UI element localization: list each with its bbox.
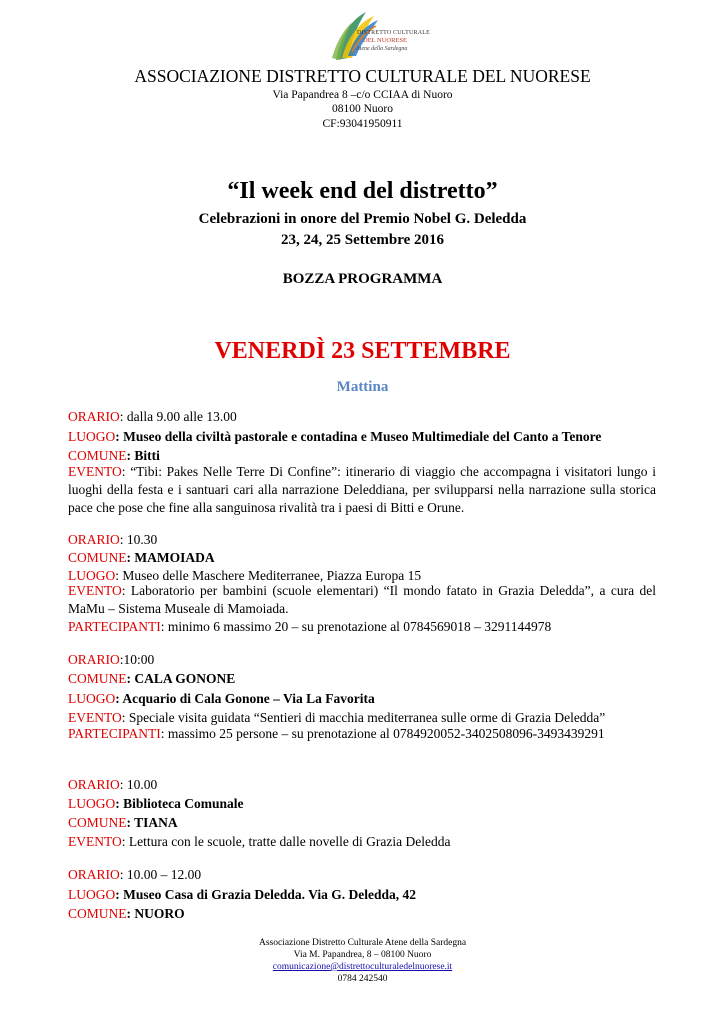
event-label: EVENTO bbox=[68, 710, 122, 725]
time-label: ORARIO bbox=[68, 777, 120, 792]
event-2-time bbox=[68, 532, 157, 548]
town-value: : Bitti bbox=[126, 448, 160, 463]
tax-code: CF:93041950911 bbox=[322, 118, 403, 130]
event-4-description bbox=[68, 834, 450, 850]
organization-name: ASSOCIAZIONE DISTRETTO CULTURALE DEL NUORESE bbox=[134, 66, 591, 86]
footer-email-line bbox=[0, 962, 725, 974]
town-label: COMUNE bbox=[68, 815, 127, 830]
event-3-town bbox=[68, 671, 235, 687]
event-dates: 23, 24, 25 Settembre 2016 bbox=[280, 232, 445, 248]
event-value: : Laboratorio per bambini (scuole elementari) “Il mondo fatato in Grazia Deledda”, a cura del MaMu – Sistema Museale di Mamoiada. bbox=[68, 583, 656, 616]
event-3-participants bbox=[68, 726, 605, 742]
document-title: “Il week end del distretto” bbox=[227, 178, 498, 204]
place-label: LUOGO bbox=[68, 887, 116, 902]
time-label: ORARIO bbox=[68, 652, 120, 667]
place-label: LUOGO bbox=[68, 568, 116, 583]
event-value: : Lettura con le scuole, tratte dalle novelle di Grazia Deledda bbox=[121, 834, 451, 849]
time-label: ORARIO bbox=[68, 532, 120, 547]
event-4-place bbox=[68, 796, 244, 812]
place-label: LUOGO bbox=[68, 796, 116, 811]
distretto-logo-icon bbox=[322, 8, 422, 64]
place-label: LUOGO bbox=[68, 691, 116, 706]
day-heading: VENERDÌ 23 SETTEMBRE bbox=[214, 338, 511, 364]
event-1-time bbox=[68, 409, 237, 425]
place-value: : Biblioteca Comunale bbox=[115, 796, 244, 811]
time-value: : 10.30 bbox=[119, 532, 158, 547]
event-4-town bbox=[68, 815, 178, 831]
draft-label: BOZZA PROGRAMMA bbox=[282, 271, 443, 287]
time-label: ORARIO bbox=[68, 867, 120, 882]
town-label: COMUNE bbox=[68, 448, 127, 463]
logo-text-line3: Atene della Sardegna bbox=[356, 46, 408, 52]
town-label: COMUNE bbox=[68, 550, 127, 565]
event-1-description bbox=[68, 463, 656, 517]
logo-text-line2: DEL NUORESE bbox=[363, 37, 407, 44]
event-5-town bbox=[68, 906, 185, 922]
event-3-time bbox=[68, 652, 154, 668]
document-subtitle: Celebrazioni in onore del Premio Nobel G. Deledda bbox=[198, 211, 527, 227]
event-value: : “Tibi: Pakes Nelle Terre Di Confine”: itinerario di viaggio che accompagna i visitatori lungo i luoghi della festa e i santuari cari alla narrazione Deleddiana, per svilupparsi nella narrazione sulla storica pace che pose che fine alla sanguinosa rivalità tra i paesi di Bitti e Orune. bbox=[68, 464, 656, 515]
event-value: : Speciale visita guidata “Sentieri di macchia mediterranea sulle orme di Grazia Deledda” bbox=[121, 710, 606, 725]
footer-email-link[interactable]: comunicazione@distrettoculturaledelnuorese.it bbox=[272, 962, 453, 972]
place-value: : Museo Casa di Grazia Deledda. Via G. Deledda, 42 bbox=[115, 887, 416, 902]
time-label: ORARIO bbox=[68, 409, 120, 424]
place-value: : Museo delle Maschere Mediterranee, Piazza Europa 15 bbox=[115, 568, 422, 583]
event-1-place bbox=[68, 429, 601, 445]
town-label: COMUNE bbox=[68, 906, 127, 921]
period-heading: Mattina bbox=[336, 379, 389, 395]
footer-org: Associazione Distretto Culturale Atene della Sardegna bbox=[258, 938, 467, 948]
event-label: EVENTO bbox=[68, 834, 122, 849]
logo-text-line1: DISTRETTO CULTURALE bbox=[357, 30, 430, 36]
participants-label: PARTECIPANTI bbox=[68, 619, 161, 634]
event-label: EVENTO bbox=[68, 464, 122, 479]
event-2-participants bbox=[68, 619, 551, 635]
town-value: : TIANA bbox=[126, 815, 178, 830]
time-value: : 10.00 – 12.00 bbox=[119, 867, 202, 882]
event-3-description bbox=[68, 710, 605, 726]
event-3-place bbox=[68, 691, 375, 707]
event-5-time bbox=[68, 867, 201, 883]
event-2-description bbox=[68, 582, 656, 618]
time-value: : 10.00 bbox=[119, 777, 158, 792]
event-4-time bbox=[68, 777, 157, 793]
participants-value: : massimo 25 persone – su prenotazione al 0784920052-3402508096-3493439291 bbox=[160, 726, 605, 741]
event-label: EVENTO bbox=[68, 583, 122, 598]
town-value: : MAMOIADA bbox=[126, 550, 215, 565]
event-5-place bbox=[68, 887, 416, 903]
event-2-town bbox=[68, 550, 215, 566]
participants-value: : minimo 6 massimo 20 – su prenotazione al 0784569018 – 3291144978 bbox=[160, 619, 552, 634]
time-value: : dalla 9.00 alle 13.00 bbox=[119, 409, 237, 424]
place-value: : Acquario di Cala Gonone – Via La Favorita bbox=[115, 691, 375, 706]
town-value: : NUORO bbox=[126, 906, 185, 921]
place-value: : Museo della civiltà pastorale e contadina e Museo Multimediale del Canto a Tenore bbox=[115, 429, 602, 444]
address-line-1: Via Papandrea 8 –c/o CCIAA di Nuoro bbox=[272, 89, 453, 101]
town-label: COMUNE bbox=[68, 671, 127, 686]
event-1-town bbox=[68, 448, 160, 464]
place-label: LUOGO bbox=[68, 429, 116, 444]
time-value: :10:00 bbox=[119, 652, 155, 667]
footer-address: Via M. Papandrea, 8 – 08100 Nuoro bbox=[293, 950, 432, 960]
address-line-2: 08100 Nuoro bbox=[331, 103, 393, 115]
town-value: : CALA GONONE bbox=[126, 671, 236, 686]
footer-phone: 0784 242540 bbox=[337, 974, 388, 984]
participants-label: PARTECIPANTI bbox=[68, 726, 161, 741]
